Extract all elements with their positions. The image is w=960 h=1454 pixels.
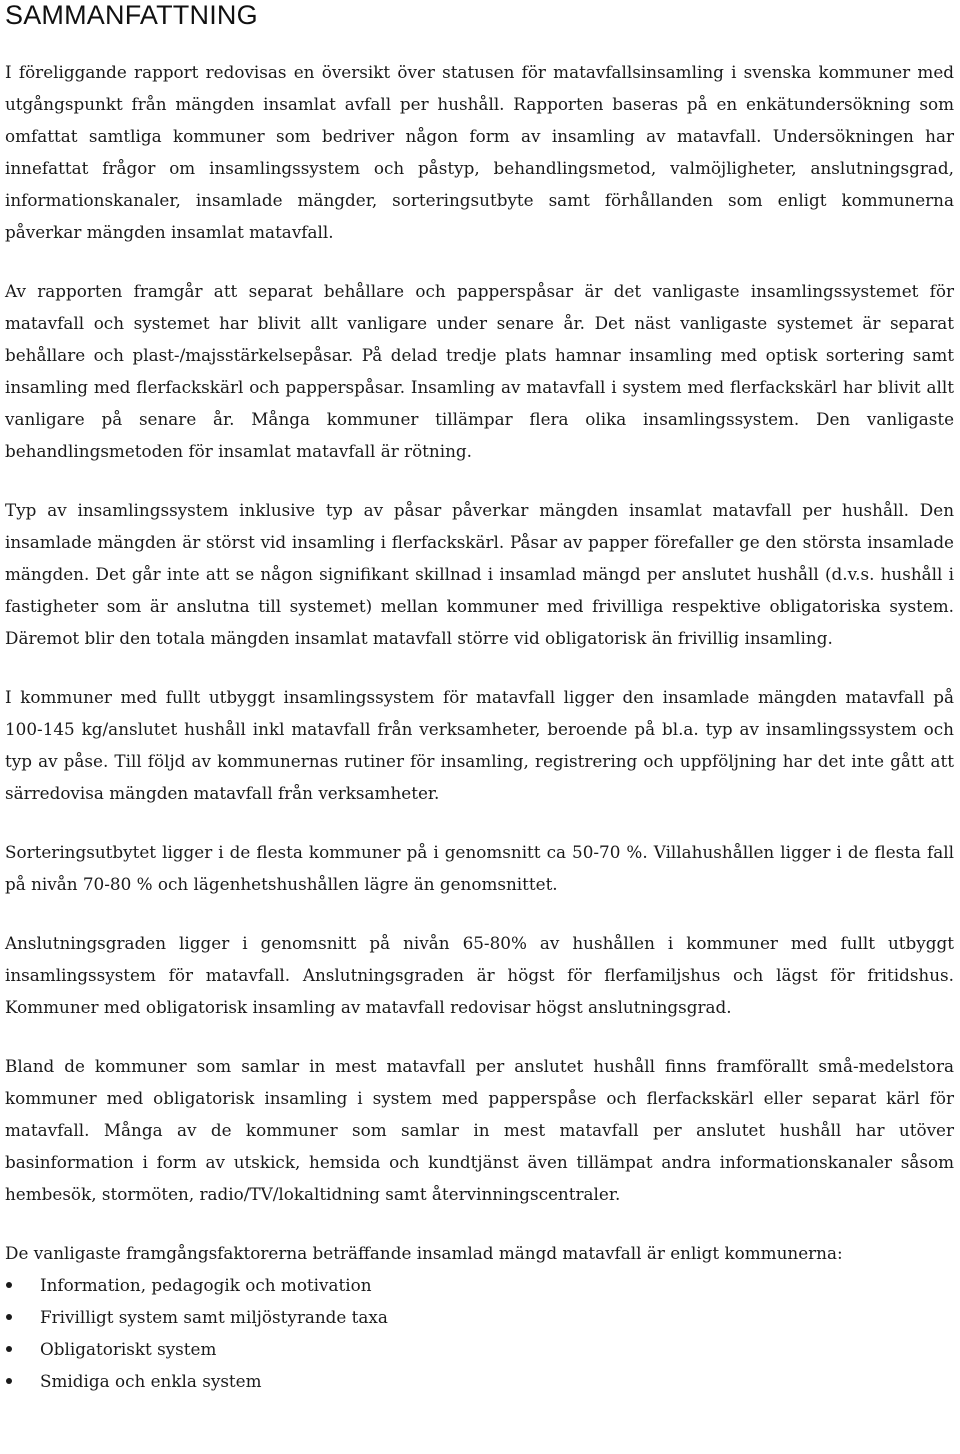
list-item-text: Smidiga och enkla system	[40, 1371, 262, 1391]
bullet-icon	[6, 1346, 12, 1352]
list-item	[5, 1333, 954, 1365]
bullet-icon	[6, 1282, 12, 1288]
bullet-icon	[6, 1378, 12, 1384]
list-item-text: Frivilligt system samt miljöstyrande taxa	[40, 1307, 388, 1327]
paragraph-intro: I föreliggande rapport redovisas en översikt över statusen för matavfallsinsamling i svenska kommuner med utgångspunkt från mängden insamlat avfall per hushåll. Rapporten baseras på en enkätundersökning som omfattat samtliga kommuner som bedriver någon form av insamling av matavfall. Undersökningen har innefattat frågor om insamlingssystem och påstyp, behandlingsmetod, valmöjligheter, anslutningsgrad, informationskanaler, insamlade mängder, sorteringsutbyte samt förhållanden som enligt kommunerna påverkar mängden insamlat matavfall.	[5, 62, 954, 242]
paragraph-success-factors-intro: De vanligaste framgångsfaktorerna beträffande insamlad mängd matavfall är enligt kommunerna:	[5, 1243, 843, 1263]
list-item	[5, 1365, 954, 1397]
paragraph-top-municipalities: Bland de kommuner som samlar in mest matavfall per anslutet hushåll finns framförallt små-medelstora kommuner med obligatorisk insamling i system med papperspåse och flerfackskärl eller separat kärl för matavfall. Många av de kommuner som samlar in mest matavfall per anslutet hushåll har utöver basinformation i form av utskick, hemsida och kundtjänst även tillämpat andra informationskanaler såsom hembesök, stormöten, radio/TV/lokaltidning samt återvinningscentraler.	[5, 1056, 954, 1204]
paragraph-systems: Av rapporten framgår att separat behållare och papperspåsar är det vanligaste insamlingssystemet för matavfall och systemet har blivit allt vanligare under senare år. Det näst vanligaste systemet är separat behållare och plast-/majsstärkelsepåsar. På delad tredje plats hamnar insamling med optisk sortering samt insamling med flerfackskärl och papperspåsar. Insamling av matavfall i system med flerfackskärl har blivit allt vanligare på senare år. Många kommuner tillämpar flera olika insamlingssystem. Den vanligaste behandlingsmetoden för insamlat matavfall är rötning.	[5, 281, 954, 461]
paragraph-connection-rate: Anslutningsgraden ligger i genomsnitt på nivån 65-80% av hushållen i kommuner med fullt utbyggt insamlingssystem för matavfall. Anslutningsgraden är högst för flerfamiljshus och lägst för fritidshus. Kommuner med obligatorisk insamling av matavfall redovisar högst anslutningsgrad.	[5, 933, 954, 1017]
success-factors-list	[5, 1269, 954, 1397]
paragraph-amounts: I kommuner med fullt utbyggt insamlingssystem för matavfall ligger den insamlade mängden matavfall på 100-145 kg/anslutet hushåll inkl matavfall från verksamheter, beroende på bl.a. typ av insamlingssystem och typ av påse. Till följd av kommunernas rutiner för insamling, registrering och uppföljning har det inte gått att särredovisa mängden matavfall från verksamheter.	[5, 687, 954, 803]
bullet-icon	[6, 1314, 12, 1320]
list-item-text: Information, pedagogik och motivation	[40, 1275, 372, 1295]
paragraph-sorting-yield: Sorteringsutbytet ligger i de flesta kommuner på i genomsnitt ca 50-70 %. Villahushållen ligger i de flesta fall på nivån 70-80 % och lägenhetshushållen lägre än genomsnittet.	[5, 842, 954, 894]
paragraph-bag-types: Typ av insamlingssystem inklusive typ av påsar påverkar mängden insamlat matavfall per hushåll. Den insamlade mängden är störst vid insamling i flerfackskärl. Påsar av papper förefaller ge den största insamlade mängden. Det går inte att se någon signifikant skillnad i insamlad mängd per anslutet hushåll (d.v.s. hushåll i fastigheter som är anslutna till systemet) mellan kommuner med frivilliga respektive obligatoriska system. Däremot blir den totala mängden insamlat matavfall större vid obligatorisk än frivillig insamling.	[5, 500, 954, 648]
list-item	[5, 1301, 954, 1333]
page-title: SAMMANFATTNING	[5, 0, 258, 30]
list-item-text: Obligatoriskt system	[40, 1339, 217, 1359]
list-item	[5, 1269, 954, 1301]
